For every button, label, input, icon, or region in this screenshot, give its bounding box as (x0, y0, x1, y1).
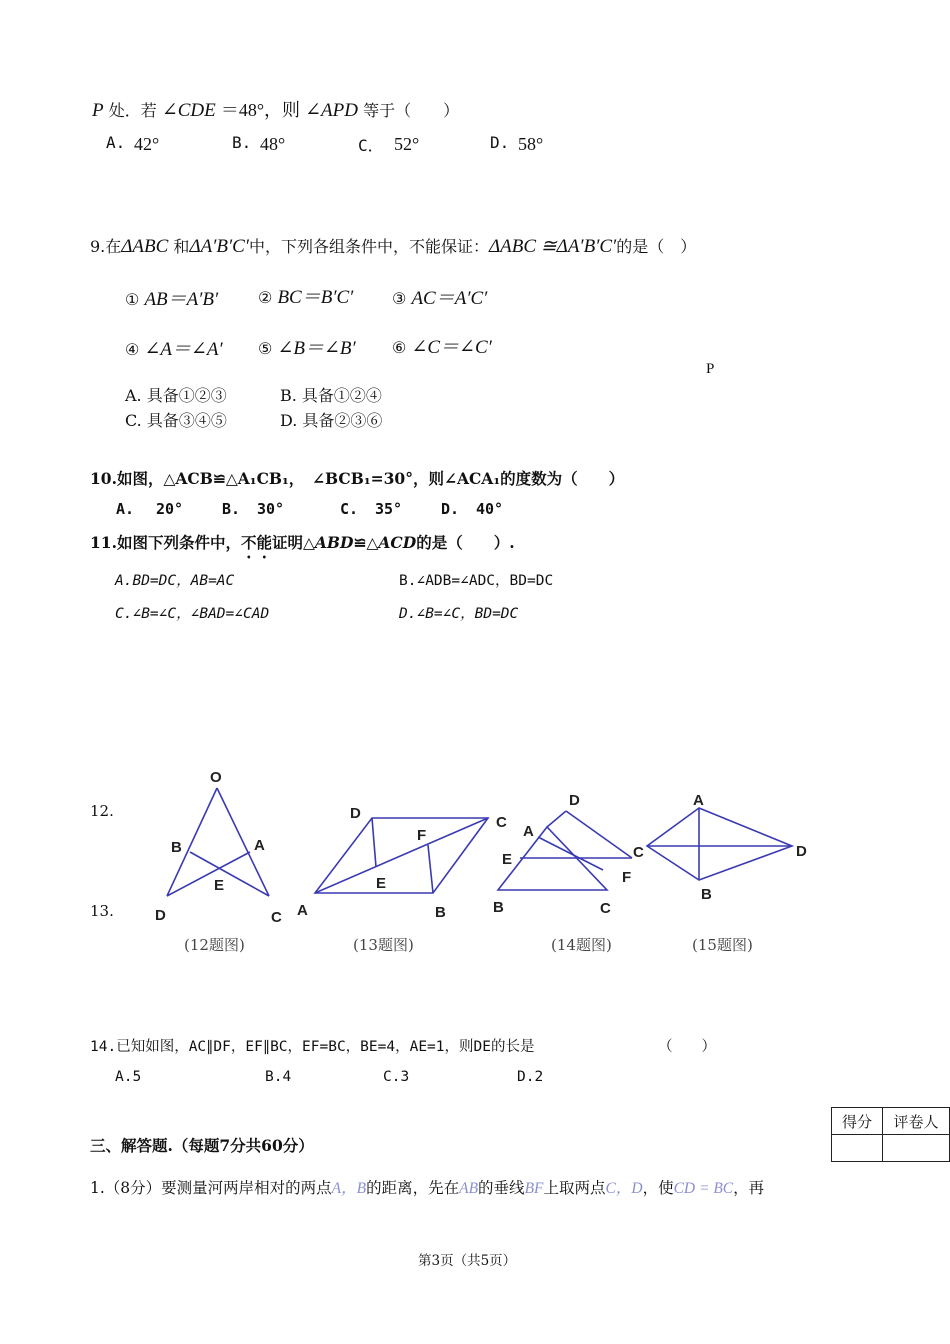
fig12-label-c: C (271, 909, 282, 926)
p1-pts2: C，D (605, 1180, 643, 1197)
q14-choice-d: D.2 (517, 1069, 544, 1085)
cond-expr: BC＝B′C′ (277, 287, 354, 308)
q11-stem-a: 11.如图下列条件中， (90, 533, 241, 552)
q11-stem-e: ACD (378, 533, 417, 552)
q9-choice-b: B. 具备①②④ (280, 386, 382, 405)
q14-paren: （ ） (658, 1039, 716, 1055)
q8-option-d-value: 58° (518, 134, 544, 154)
q9-cond-4 (125, 334, 223, 361)
q9-and: 和 (173, 237, 190, 256)
q10-option-d-label: D. (441, 500, 460, 518)
q9-stem (90, 234, 696, 258)
q9-choice-d: D. 具备②③⑥ (280, 411, 383, 430)
cond-mark: ⑥ (392, 338, 407, 357)
figure-14 (498, 811, 632, 890)
q9-mid: 中，下列各组条件中，不能保证： (248, 237, 489, 256)
q10-option-b-value: 30° (257, 500, 285, 518)
q10-option-b-label: B. (222, 500, 241, 518)
section3-title: 三、解答题.（每题7分共60分） (90, 1136, 314, 1155)
figure-15 (647, 808, 792, 880)
q9-num: 9.在 (90, 237, 122, 256)
figure-13 (315, 818, 488, 893)
grader-cell (883, 1135, 950, 1162)
q8-option-a-value: 42° (134, 134, 160, 154)
fig13-label-b: B (435, 904, 446, 921)
fig14-label-f: F (622, 869, 632, 886)
fig14-label-b: B (493, 899, 504, 916)
q8-option-a-label: A. (106, 133, 126, 152)
q9-cond-2 (258, 282, 353, 309)
q8-option-b-label: B. (232, 133, 252, 152)
q9-choice-c: C. 具备③④⑤ (125, 411, 227, 430)
q14-choice-c: C.3 (383, 1069, 410, 1085)
fig13-label-d: D (350, 805, 361, 822)
fig14-caption: (14题图) (551, 936, 612, 954)
fig15-label-d: D (796, 843, 807, 860)
cond-mark: ⑤ (258, 339, 273, 358)
q11-choice-d: D.∠B=∠C，BD=DC (399, 606, 519, 622)
q11-stem-c: ABD (314, 533, 354, 552)
q11-stem-f: 的是（ ）. (416, 533, 515, 552)
q11-stem-d: ≌△ (353, 533, 379, 552)
p1-b: 的距离，先在 (366, 1179, 460, 1197)
q9-choice-a: A. 具备①②③ (125, 386, 227, 405)
q9-cond-5 (258, 333, 356, 360)
q8-option-c-value: 52° (394, 134, 420, 154)
fig12-label-b: B (171, 839, 182, 856)
q10-stem: 10.如图，△ACB≌△A₁CB₁， ∠BCB₁=30°，则∠ACA₁的度数为（ ） (90, 469, 625, 488)
fig15-caption: (15题图) (692, 936, 753, 954)
q9-tri2: ΔA′B′C′ (189, 236, 249, 257)
p1-d: 上取两点 (543, 1179, 606, 1197)
q11-stem (90, 531, 515, 562)
grader-label: 评卷人 (883, 1108, 950, 1135)
q8-option-c-label: C． (358, 136, 384, 155)
cond-mark: ④ (125, 340, 140, 359)
p1-f: ，再 (733, 1179, 765, 1197)
q10-option-a-value: 20° (156, 500, 184, 518)
fig12-caption: (12题图) (184, 936, 245, 954)
p1-pts1: A，B (331, 1180, 367, 1197)
fig13-caption: (13题图) (353, 936, 414, 954)
q8-text-1: 处．若 (108, 101, 157, 120)
q8-angle-cde: ∠CDE (161, 100, 216, 121)
q14-stem: 14.已知如图，AC∥DF，EF∥BC，EF=BC，BE=4，AE=1，则DE的长是 (90, 1039, 535, 1055)
q8-text-2: 等于（ ） (363, 101, 460, 120)
q11-emphasis: 不能 (240, 533, 272, 552)
fig15-label-a: A (693, 792, 704, 809)
score-cell (832, 1135, 883, 1162)
p1-ab: AB (459, 1180, 479, 1197)
q10-option-d-value: 40° (476, 500, 504, 518)
q14-choice-b: B.4 (265, 1069, 292, 1085)
p1-eq: CD = BC (673, 1180, 734, 1197)
fig12-label-e: E (214, 877, 225, 894)
fig13-label-c: C (496, 814, 507, 831)
q9-cond-1 (125, 284, 218, 311)
q8-eq: ＝48°，则 (220, 100, 301, 120)
q9-cond-6 (392, 332, 492, 359)
cond-expr: ∠B＝∠B′ (277, 338, 356, 359)
fig12-label-o: O (210, 769, 222, 786)
q11-stem-b: 证明△ (271, 533, 315, 552)
fig13-label-a: A (297, 902, 308, 919)
q10-option-a-label: A. (116, 500, 135, 518)
fig15-label-b: B (701, 886, 712, 903)
q14-choice-a: A.5 (115, 1069, 142, 1085)
cond-expr: AC＝A′C′ (411, 288, 488, 309)
cond-expr: AB＝A′B′ (144, 289, 219, 310)
q9-tri1: ΔABC (121, 236, 169, 257)
q9-cong: ΔABC ≅ΔA′B′C′ (488, 236, 617, 257)
fig14-label-a: A (523, 823, 534, 840)
q11-choice-a: A.BD=DC，AB=AC (115, 573, 235, 589)
q9-cond-3 (392, 283, 487, 310)
q9-end: 的是（ ） (616, 237, 697, 256)
q13-num: 13. (90, 902, 114, 920)
score-table (831, 1107, 950, 1162)
cond-mark: ① (125, 290, 140, 309)
cond-mark: ③ (392, 289, 407, 308)
q10-option-c-value: 35° (375, 500, 403, 518)
stray-p: P (706, 361, 715, 377)
fig14-label-e: E (502, 851, 513, 868)
fig12-label-d: D (155, 907, 166, 924)
q8-point-p: P (92, 100, 104, 121)
q8-angle-apd: ∠APD (305, 100, 358, 121)
cond-mark: ② (258, 288, 273, 307)
q12-num: 12. (90, 802, 114, 820)
q11-choice-b: B.∠ADB=∠ADC，BD=DC (399, 573, 554, 589)
p1-c: 的垂线 (478, 1179, 525, 1197)
q8-stem (92, 96, 459, 122)
p1-bf: BF (524, 1180, 544, 1197)
cond-expr: ∠C＝∠C′ (411, 337, 492, 358)
cond-expr: ∠A＝∠A′ (144, 339, 223, 360)
score-label: 得分 (832, 1108, 883, 1135)
p1-a: 1.（8分）要测量河两岸相对的两点 (90, 1179, 332, 1197)
q11-choice-c: C.∠B=∠C，∠BAD=∠CAD (115, 606, 270, 622)
q10-option-c-label: C. (340, 500, 359, 518)
q8-option-d-label: D. (490, 133, 510, 152)
problem-1 (90, 1176, 764, 1198)
fig14-label-c-top: C (633, 844, 644, 861)
fig14-label-d: D (569, 792, 580, 809)
q8-option-b-value: 48° (260, 134, 286, 154)
fig12-label-a: A (254, 837, 265, 854)
figures-area (0, 760, 950, 970)
fig13-label-e: E (376, 875, 387, 892)
page-footer: 第3页（共5页） (418, 1253, 517, 1269)
fig14-label-c-bottom: C (600, 900, 611, 917)
p1-e: ，使 (642, 1179, 674, 1197)
fig13-label-f: F (417, 827, 427, 844)
